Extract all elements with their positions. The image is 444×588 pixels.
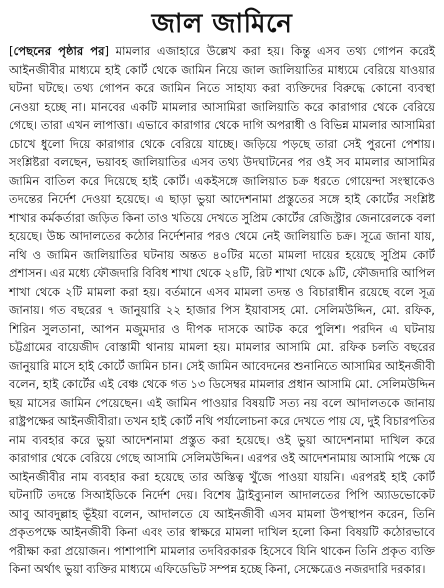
article-body-text: মামলার এজাহারে উল্লেখ করা হয়। কিন্তু এসব তথ্য গোপন করেই আইনজীবীর মাধ্যমে হাই কোর্ট থেকে জামিন নিয়ে জাল জালিয়াতির মাধ্যমে বেরিয়ে যাওয়ার ঘটনা ঘটছে। তথ্য গোপন করে জামিন নিতে সাহায্য করা ব্যক্তিদের বিরুদ্ধে কোনো ব্যবস্থা নেওয়া হচ্ছে না। মানবের একটি মামলার আসামিরা জালিয়াতি করে কারাগার থেকে বেরিয়ে গেছে। তারা এখন লাপাত্তা। এভাবে কারাগার থেকে দাগি অপরাধী ও বিভিন্ন মামলার আসামিরা চোখে ধুলো দিয়ে কারাগার থেকে বেরিয়ে যাচ্ছে। জড়িয়ে পড়ছে তারা সেই পুরনো পেশায়। সংশ্লিষ্টরা বলছেন, ভয়াবহ জালিয়াতির এসব তথ্য উদঘাটনের পর ওই সব মামলার আসামির জামিন বাতিল করে দিয়েছে হাই কোর্ট। একইসঙ্গে জালিয়াত চক্র ধরতে গোয়েন্দা সংস্থাকেও তদন্তের নির্দেশ দেওয়া হয়েছে। এ ছাড়া ভুয়া আদেশনামা প্রস্তুতের সঙ্গে হাই কোর্টের সংশ্লিষ্ট শাখার কর্মকর্তারা জড়িত কিনা তাও খতিয়ে দেখতে সুপ্রিম কোর্টের রেজিস্ট্রার জেনারেলকে বলা হয়েছে। উচ্চ আদালতের কঠোর নির্দেশনার পরও থেমে নেই জালিয়াতি চক্র। সূত্রে জানা যায়, নথি ও জামিন জালিয়াতির ঘটনায় অন্তত ৪০টির মতো মামলা দায়ের হয়েছে সুপ্রিম কোর্ট প্রশাসন। এর মধ্যে ফৌজদারি বিবিধ শাখা থেকে ২৪টি, রিট শাখা থেকে ৯টি, ফৌজদারি আপিল শাখা থেকে ২টি মামলা করা হয়। বর্তমানে এসব মামলা তদন্ত ও বিচারাধীন রয়েছে বলে সূত্র জানায়। গত বছরের ৭ জানুয়ারি ২২ হাজার পিস ইয়াবাসহ মো. সেলিমউদ্দিন, মো. রফিক, শিরিন সুলতানা, আপন মজুমদার ও দীপক দাসকে আটক করে পুলিশ। পরদিন এ ঘটনায় চট্টগ্রামের বায়েজীদ বোস্তামী থানায় মামলা হয়। মামলার আসামি মো. রফিক চলতি বছরের জানুয়ারি মাসে হাই কোর্টে জামিন চান। সেই জামিন আবেদনের শুনানিতে আসামির আইনজীবী বলেন, হাই কোর্টের এই বেঞ্চ থেকে গত ১৩ ডিসেম্বর মামলার প্রধান আসামি মো. সেলিমউদ্দিন ছয় মাসের জামিন পেয়েছেন। এই জামিন পাওয়ার বিষয়টি সত্য নয় বলে আদালতকে জানায় রাষ্ট্রপক্ষের আইনজীবীরা। তখন হাই কোর্ট নথি পর্যালোচনা করে দেখতে পায় যে, দুই বিচারপতির নাম ব্যবহার করে ভুয়া আদেশনামা প্রস্তুত করা হয়েছে। ওই ভুয়া আদেশনামা দাখিল করে কারাগার থেকে বেরিয়ে গেছে আসামি সেলিমউদ্দিন। এরপর ওই আদেশনামায় আসামি পক্ষে যে আইনজীবীর নাম ব্যবহার করা হয়েছে তার অস্তিত্ব খুঁজে পাওয়া যায়নি। এরপরই হাই কোর্ট ঘটনাটি তদন্তে সিআইডিকে নির্দেশ দেয়। বিশেষ ট্রাইব্যুনাল আদালতের পিপি অ্যাডভোকেট আবু আবদুল্লাহ ভূঁইয়া বলেন, আদালতে যে আইনজীবী এসব মামলা উপস্থাপন করেন, তিনি প্রকৃতপক্ষে আইনজীবী কিনা এবং তার স্বাক্ষরে মামলা দাখিল হলো কিনা বিষয়টি কঠোরভাবে পরীক্ষা করা প্রয়োজন। পাশাপাশি মামলার তদবিরকারক হিসেবে যিনি থাকেন তিনি প্রকৃত ব্যক্তি কিনা অর্থাৎ ভুয়া ব্যক্তির মাধ্যমে এফিডেভিট সম্পন্ন হচ্ছে কিনা, সেক্ষেত্রেও নজরদারি দরকার। bbox=[9, 44, 436, 576]
continued-from-label: পেছনের পৃষ্ঠার পর bbox=[13, 44, 105, 58]
continued-from-tag: [পেছনের পৃষ্ঠার পর] bbox=[9, 44, 109, 58]
article-headline: জাল জামিনে bbox=[151, 9, 293, 39]
article-body bbox=[9, 42, 435, 579]
